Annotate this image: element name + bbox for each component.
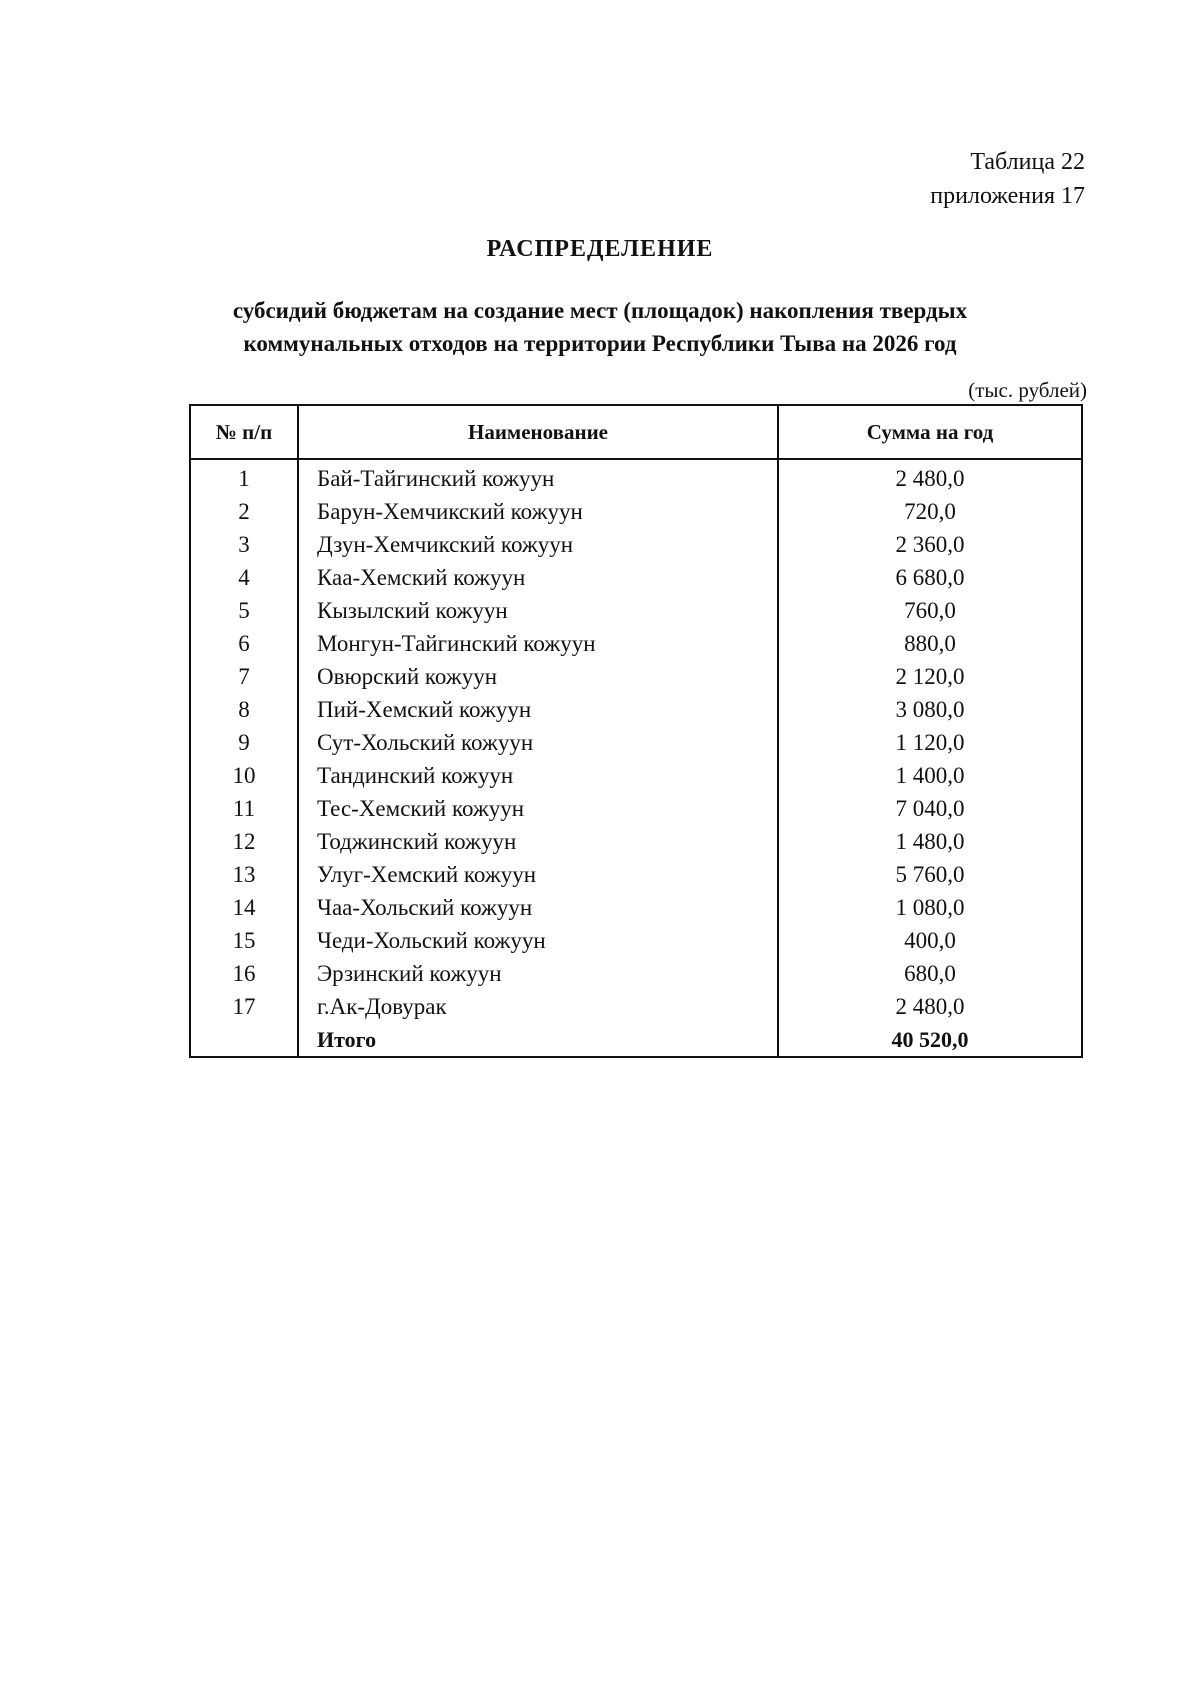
column-header-name: Наименование — [298, 405, 778, 459]
distribution-table — [189, 404, 1083, 1058]
row-name-cell: Сут-Хольский кожуун — [298, 726, 778, 759]
row-sum-cell: 3 080,0 — [778, 693, 1082, 726]
table-row — [190, 858, 1082, 891]
row-number-cell: 8 — [190, 693, 298, 726]
row-name-cell: Пий-Хемский кожуун — [298, 693, 778, 726]
table-row — [190, 924, 1082, 957]
table-row — [190, 528, 1082, 561]
row-name-cell: Дзун-Хемчикский кожуун — [298, 528, 778, 561]
table-row — [190, 957, 1082, 990]
row-sum-cell: 680,0 — [778, 957, 1082, 990]
row-number-cell: 4 — [190, 561, 298, 594]
row-name-cell: Улуг-Хемский кожуун — [298, 858, 778, 891]
row-sum-cell: 1 400,0 — [778, 759, 1082, 792]
appendix-label: приложения 17 — [930, 183, 1085, 209]
row-sum-cell: 2 480,0 — [778, 459, 1082, 495]
table-row — [190, 660, 1082, 693]
table-body — [190, 459, 1082, 1057]
table-row — [190, 459, 1082, 495]
total-sum-cell: 40 520,0 — [778, 1023, 1082, 1057]
row-name-cell: Каа-Хемский кожуун — [298, 561, 778, 594]
row-name-cell: Эрзинский кожуун — [298, 957, 778, 990]
row-name-cell: Кызылский кожуун — [298, 594, 778, 627]
row-sum-cell: 1 120,0 — [778, 726, 1082, 759]
row-number-cell: 15 — [190, 924, 298, 957]
column-header-number: № п/п — [190, 405, 298, 459]
row-number-cell: 17 — [190, 990, 298, 1023]
row-sum-cell: 6 680,0 — [778, 561, 1082, 594]
units-note: (тыс. рублей) — [968, 378, 1087, 402]
row-number-cell: 7 — [190, 660, 298, 693]
row-number-cell: 11 — [190, 792, 298, 825]
row-name-cell: Чаа-Хольский кожуун — [298, 891, 778, 924]
row-name-cell: Тоджинский кожуун — [298, 825, 778, 858]
row-sum-cell: 1 480,0 — [778, 825, 1082, 858]
row-sum-cell: 7 040,0 — [778, 792, 1082, 825]
subtitle-line: субсидий бюджетам на создание мест (площадок) накопления твердых — [232, 298, 968, 323]
row-sum-cell: 400,0 — [778, 924, 1082, 957]
document-title: РАСПРЕДЕЛЕНИЕ — [486, 236, 714, 262]
row-name-cell: Тандинский кожуун — [298, 759, 778, 792]
row-sum-cell: 2 480,0 — [778, 990, 1082, 1023]
row-number-cell: 12 — [190, 825, 298, 858]
table-row — [190, 594, 1082, 627]
row-name-cell: Чеди-Хольский кожуун — [298, 924, 778, 957]
row-sum-cell: 720,0 — [778, 495, 1082, 528]
row-sum-cell: 880,0 — [778, 627, 1082, 660]
table-header-row — [190, 405, 1082, 459]
table-row — [190, 726, 1082, 759]
row-name-cell: Монгун-Тайгинский кожуун — [298, 627, 778, 660]
table-row — [190, 693, 1082, 726]
row-sum-cell: 2 120,0 — [778, 660, 1082, 693]
table-row — [190, 561, 1082, 594]
row-number-cell: 16 — [190, 957, 298, 990]
table-row — [190, 792, 1082, 825]
row-sum-cell: 2 360,0 — [778, 528, 1082, 561]
table-row — [190, 495, 1082, 528]
row-name-cell: Овюрский кожуун — [298, 660, 778, 693]
table-number-label: Таблица 22 — [970, 149, 1085, 175]
total-row — [190, 1023, 1082, 1057]
table-row — [190, 627, 1082, 660]
row-number-cell: 13 — [190, 858, 298, 891]
subtitle-line: коммунальных отходов на территории Республики Тыва на 2026 год — [243, 331, 957, 356]
row-name-cell: г.Ак-Довурак — [298, 990, 778, 1023]
table-row — [190, 891, 1082, 924]
row-number-cell: 3 — [190, 528, 298, 561]
row-number-cell: 5 — [190, 594, 298, 627]
row-name-cell: Бай-Тайгинский кожуун — [298, 459, 778, 495]
table-row — [190, 825, 1082, 858]
row-sum-cell: 1 080,0 — [778, 891, 1082, 924]
table-row — [190, 990, 1082, 1023]
row-number-cell: 1 — [190, 459, 298, 495]
row-number-cell: 10 — [190, 759, 298, 792]
total-label-cell: Итого — [298, 1023, 778, 1057]
row-number-cell: 2 — [190, 495, 298, 528]
table-row — [190, 759, 1082, 792]
document-subtitle — [0, 294, 1200, 360]
row-number-cell: 6 — [190, 627, 298, 660]
row-sum-cell: 760,0 — [778, 594, 1082, 627]
column-header-sum: Сумма на год — [778, 405, 1082, 459]
row-sum-cell: 5 760,0 — [778, 858, 1082, 891]
row-number-cell: 9 — [190, 726, 298, 759]
total-number-cell — [190, 1023, 298, 1057]
row-number-cell: 14 — [190, 891, 298, 924]
row-name-cell: Тес-Хемский кожуун — [298, 792, 778, 825]
row-name-cell: Барун-Хемчикский кожуун — [298, 495, 778, 528]
table-reference — [930, 145, 1085, 213]
